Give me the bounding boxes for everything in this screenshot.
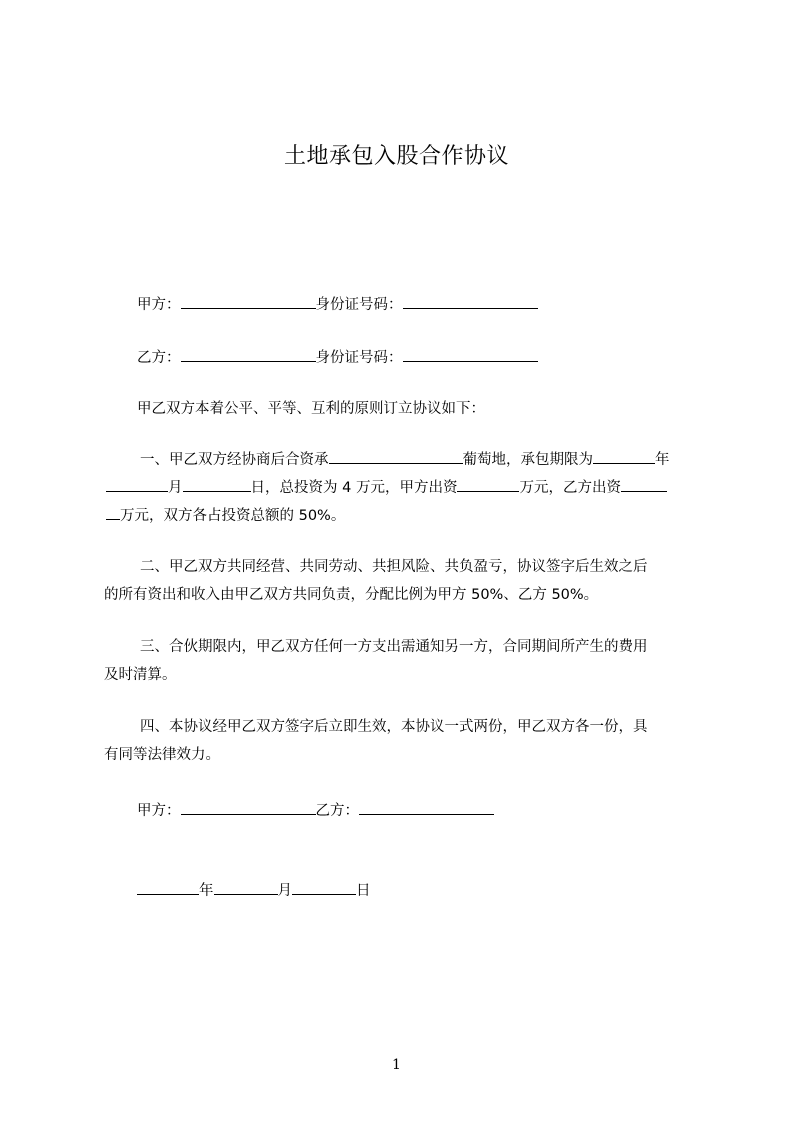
party-b-investment-blank-2[interactable] <box>106 503 120 520</box>
term-day-blank[interactable] <box>183 475 251 492</box>
date-month-label: 月 <box>277 883 292 899</box>
date-year-blank[interactable] <box>137 878 199 895</box>
clause-1-party-a-amount-text: 万元，乙方出资 <box>519 480 621 496</box>
clause-1-row-3 <box>104 502 704 530</box>
party-a-label: 甲方： <box>137 297 181 313</box>
clause-1-row-1 <box>104 446 704 474</box>
clause-2-line-2: 的所有资出和收入由甲乙双方共同负责，分配比例为甲方 50%、乙方 50%。 <box>104 587 599 603</box>
intro-text: 甲乙双方本着公平、平等、互利的原则订立协议如下： <box>137 401 485 417</box>
signature-party-a-label: 甲方： <box>137 803 181 819</box>
party-b-label: 乙方： <box>137 350 181 366</box>
party-a-id-label: 身份证号码： <box>315 297 403 313</box>
clause-4-line-2: 有同等法律效力。 <box>104 747 220 763</box>
party-b-line <box>137 345 538 368</box>
signature-party-b-label: 乙方： <box>315 803 359 819</box>
signature-line <box>137 798 494 821</box>
land-location-blank[interactable] <box>329 447 463 464</box>
term-years-blank[interactable] <box>593 447 655 464</box>
party-a-id-blank[interactable] <box>403 292 538 309</box>
clause-1-year-label: 年 <box>655 452 670 468</box>
clause-1-day-text: 日，总投资为 4 万元，甲方出资 <box>250 480 458 496</box>
party-b-name-blank[interactable] <box>181 345 316 362</box>
term-month-blank[interactable] <box>106 475 168 492</box>
date-month-blank[interactable] <box>214 878 278 895</box>
clause-3 <box>104 633 704 689</box>
party-a-name-blank[interactable] <box>181 292 316 309</box>
clause-1-part-2: 葡萄地，承包期限为 <box>462 452 593 468</box>
date-day-blank[interactable] <box>292 878 356 895</box>
party-b-id-label: 身份证号码： <box>315 350 403 366</box>
clause-3-line-1: 三、合伙期限内，甲乙双方任何一方支出需通知另一方，合同期间所产生的费用 <box>140 639 648 655</box>
clause-2-line-1: 二、甲乙双方共同经营、共同劳动、共担风险、共负盈亏，协议签字后生效之后 <box>140 559 648 575</box>
signature-party-b-blank[interactable] <box>359 798 494 815</box>
clause-1 <box>104 446 704 530</box>
document-title: 土地承包入股合作协议 <box>283 144 509 169</box>
party-b-id-blank[interactable] <box>403 345 538 362</box>
party-b-investment-blank-1[interactable] <box>621 475 667 492</box>
clause-2 <box>104 553 704 609</box>
date-day-label: 日 <box>356 883 371 899</box>
party-a-line <box>137 292 538 315</box>
clause-1-part-1: 一、甲乙双方经协商后合资承 <box>140 452 329 468</box>
clause-4-line-1: 四、本协议经甲乙双方签字后立即生效，本协议一式两份，甲乙双方各一份，具 <box>140 719 648 735</box>
clause-3-line-2: 及时清算。 <box>104 667 177 683</box>
party-a-investment-blank[interactable] <box>457 475 519 492</box>
clause-4 <box>104 713 704 769</box>
page-number: 1 <box>392 1057 401 1073</box>
clause-1-row-2 <box>104 474 704 502</box>
signature-party-a-blank[interactable] <box>181 798 316 815</box>
date-line <box>137 878 371 901</box>
date-year-label: 年 <box>199 883 214 899</box>
clause-1-month-label: 月 <box>168 480 183 496</box>
clause-1-ending: 万元，双方各占投资总额的 50%。 <box>120 508 346 524</box>
